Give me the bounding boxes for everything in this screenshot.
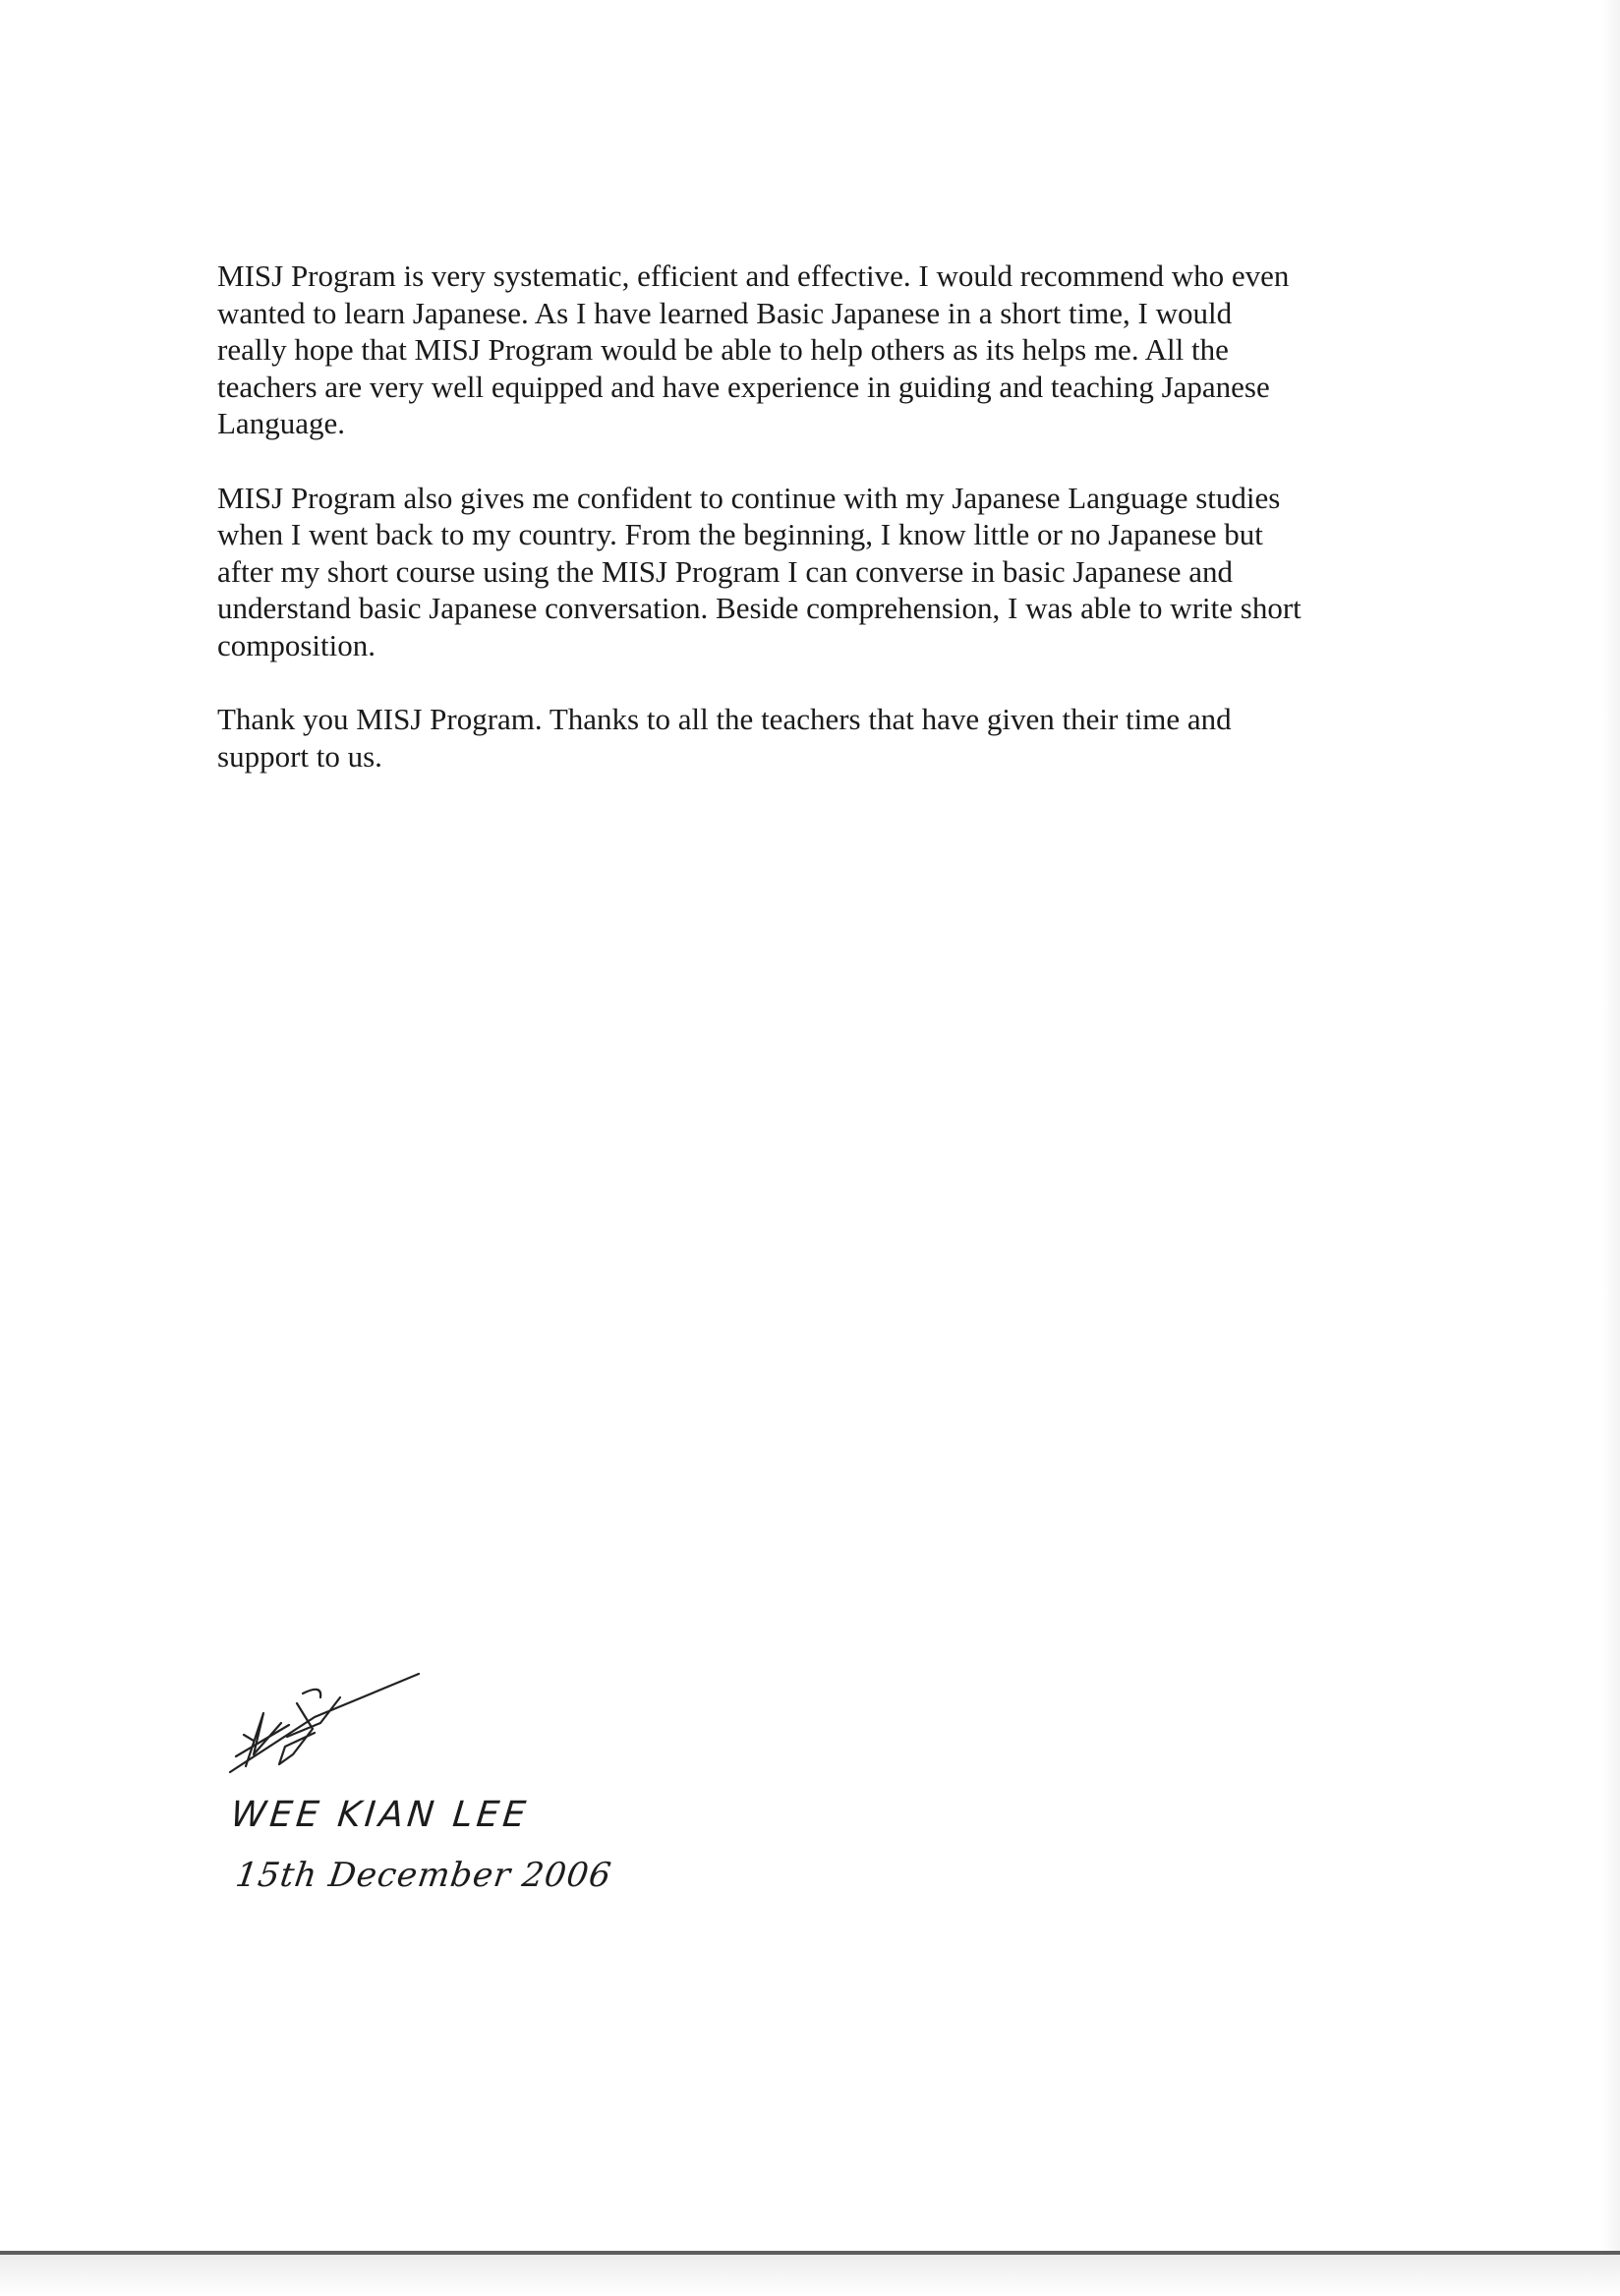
text-line: MISJ Program also gives me confident to continue with my Japanese Language studies xyxy=(217,480,1281,515)
paragraph-thanks xyxy=(217,701,1397,775)
text-line: understand basic Japanese conversation. Beside comprehension, I was able to write short xyxy=(217,591,1302,625)
text-line: composition. xyxy=(217,627,376,662)
text-line: really hope that MISJ Program would be able to help others as its helps me. All the xyxy=(217,332,1229,367)
signatory-name: WEE KIAN LEE xyxy=(228,1795,532,1835)
scan-edge-right xyxy=(1602,0,1620,2251)
text-line: MISJ Program is very systematic, efficient and effective. I would recommend who even xyxy=(217,258,1290,293)
text-line: wanted to learn Japanese. As I have learned Basic Japanese in a short time, I would xyxy=(217,295,1233,330)
paragraph-program-review xyxy=(217,258,1397,442)
text-line: Language. xyxy=(217,406,345,440)
text-line: after my short course using the MISJ Program I can converse in basic Japanese and xyxy=(217,553,1234,589)
signature-date: 15th December 2006 xyxy=(233,1856,614,1895)
text-line: teachers are very well equipped and have experience in guiding and teaching Japanese xyxy=(217,369,1270,404)
scan-shadow-bottom xyxy=(0,2255,1620,2296)
text-line: support to us. xyxy=(217,738,382,774)
paragraph-confidence xyxy=(217,480,1397,664)
text-line: Thank you MISJ Program. Thanks to all the teachers that have given their time and xyxy=(217,702,1232,736)
handwritten-signature xyxy=(224,1664,442,1782)
letter-body xyxy=(217,258,1397,812)
text-line: when I went back to my country. From the beginning, I know little or no Japanese but xyxy=(217,517,1263,551)
